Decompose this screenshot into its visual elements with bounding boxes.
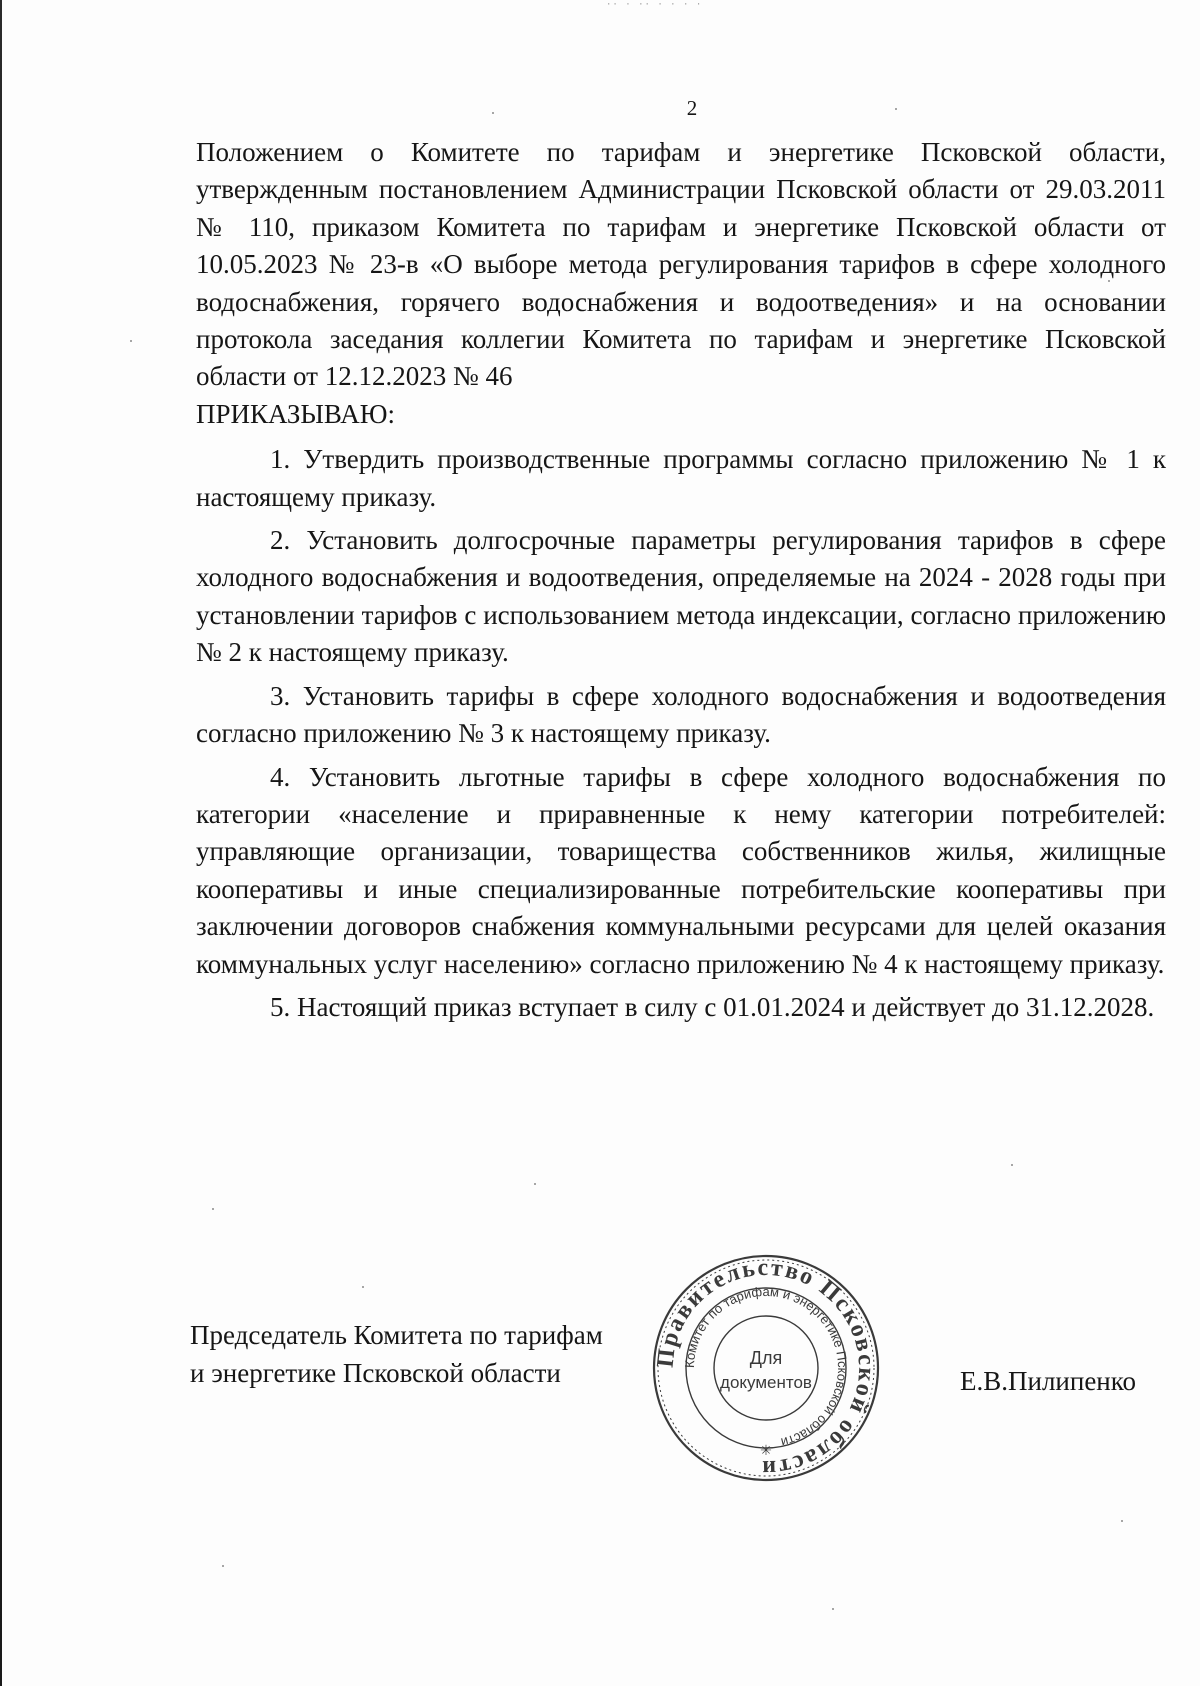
- scan-speck: [492, 112, 494, 114]
- scan-speck: [534, 1183, 536, 1185]
- order-item-4: 4. Установить льготные тарифы в сфере холодного водоснабжения по категории «население и приравненные к нему категории потребителей: управляющие организации, товарищества собственников жилья, жилищные кооперативы и иные специализированные потребительские кооперативы при заключении договоров снабжения коммунальными ресурсами для целей оказания коммунальных услуг населению» согласно приложению № 4 к настоящему приказу.: [196, 761, 1166, 979]
- order-item-5: 5. Настоящий приказ вступает в силу с 01.01.2024 и действует до 31.12.2028.: [270, 991, 1155, 1022]
- intro-paragraph: Положением о Комитете по тарифам и энергетике Псковской области, утвержденным постановлением Администрации Псковской области от 29.03.2011 № 110, приказом Комитета по тарифам и энергетике Псковской области от 10.05.2023 № 23-в «О выборе метода регулирования тарифов в сфере холодного водоснабжения, горячего водоснабжения и водоотведения» и на основании протокола заседания коллегии Комитета по тарифам и энергетике Псковской области от 12.12.2023 № 46: [196, 137, 1166, 392]
- scan-speck: [832, 1608, 834, 1610]
- order-item-3: 3. Установить тарифы в сфере холодного водоснабжения и водоотведения согласно приложению № 3 к настоящему приказу.: [196, 680, 1166, 749]
- stamp-center-line-2: документов: [720, 1373, 812, 1392]
- order-item-2: 2. Установить долгосрочные параметры регулирования тарифов в сфере холодного водоснабжения и водоотведения, определяемые на 2024 - 2028 годы при установлении тарифов с использованием метода индексации, согласно приложению № 2 к настоящему приказу.: [196, 525, 1166, 668]
- stamp-star-icon: ✳: [760, 1443, 772, 1459]
- stamp-inner-text: Комитет по тарифам и энергетике Псковской области: [681, 1283, 851, 1451]
- order-item-1: 1. Утвердить производственные программы согласно приложению № 1 к настоящему приказу.: [196, 444, 1166, 512]
- official-stamp: [648, 1250, 884, 1486]
- scan-edge-shadow: [0, 0, 2, 1686]
- scan-speck: [362, 1286, 364, 1288]
- stamp-center-line-1: Для: [749, 1348, 783, 1368]
- page-number: 2: [686, 96, 698, 120]
- stamp-outer-text: Правительство Псковской области: [652, 1254, 880, 1482]
- scan-speck: [895, 108, 897, 110]
- document-body: [196, 134, 1166, 1026]
- scan-speck: [222, 1565, 224, 1567]
- signature-position-line-2: и энергетике Псковской области: [190, 1358, 561, 1388]
- signatory-name: Е.В.Пилипенко: [960, 1366, 1137, 1396]
- top-scan-marks: ·· · ·· · · · ·: [606, 0, 703, 10]
- signature-position-line-1: Председатель Комитета по тарифам: [190, 1320, 603, 1350]
- scan-speck: [212, 1208, 214, 1210]
- order-heading: ПРИКАЗЫВАЮ:: [196, 398, 395, 429]
- scan-speck: [1108, 280, 1110, 282]
- scan-speck: [130, 340, 132, 342]
- scan-speck: [1011, 1164, 1013, 1166]
- scan-speck: [1121, 1520, 1123, 1522]
- signature-position: [190, 1316, 630, 1392]
